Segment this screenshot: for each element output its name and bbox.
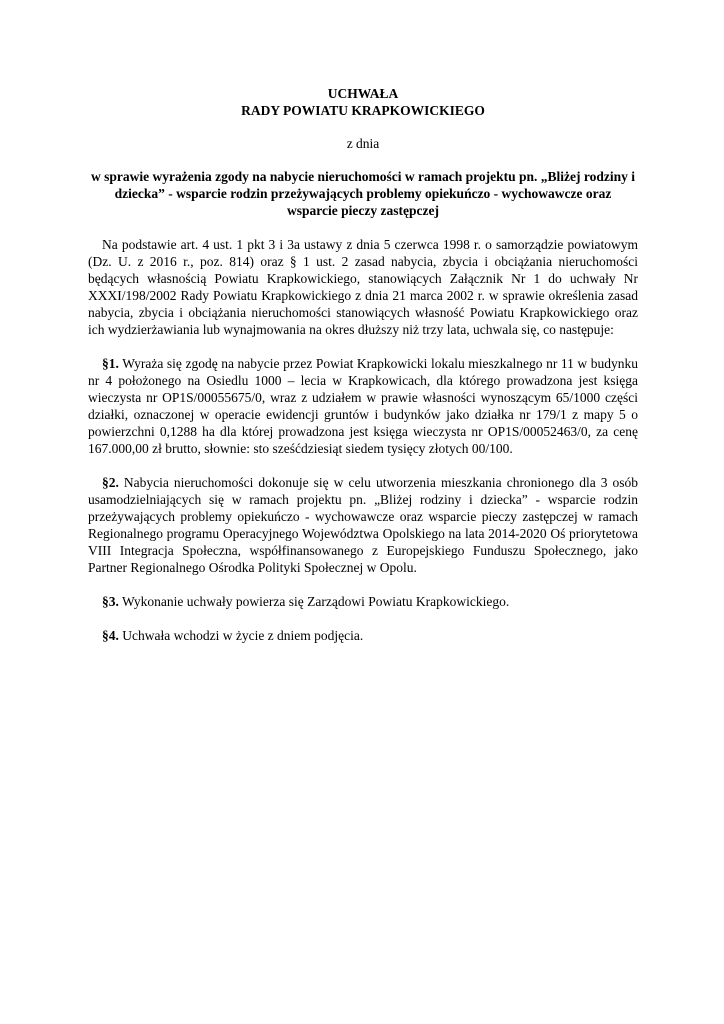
- section-3-text: Wykonanie uchwały powierza się Zarządowi Powiatu Krapkowickiego.: [118, 594, 510, 609]
- section-2: [88, 474, 638, 576]
- document-date: z dnia: [346, 136, 380, 151]
- document-subject: w sprawie wyrażenia zgody na nabycie nieruchomości w ramach projektu pn. „Bliżej rodziny i dziecka” - wsparcie rodzin przeżywających problemy opiekuńczo - wychowawcze oraz wsparcie pieczy zastępczej: [91, 169, 635, 218]
- document-body: [88, 85, 638, 644]
- section-2-text: Nabycia nieruchomości dokonuje się w celu utworzenia mieszkania chronionego dla 3 osób usamodzielniających się w ramach projektu pn. „Bliżej rodziny i dziecka” - wsparcie rodzin przeżywających problemy opiekuńczo - wychowawcze oraz wsparcie pieczy zastępczej w ramach Regionalnego programu Operacyjnego Województwa Opolskiego na lata 2014-2020 Oś priorytetowa VIII Integracja Społeczna, współfinansowanego z Europejskiego Funduszu Społecznego, jako Partner Regionalnego Ośrodka Polityki Społecznej w Opolu.: [88, 475, 638, 575]
- title-line-council: RADY POWIATU KRAPKOWICKIEGO: [241, 103, 485, 118]
- section-1: [88, 355, 638, 457]
- section-1-text: Wyraża się zgodę na nabycie przez Powiat Krapkowicki lokalu mieszkalnego nr 11 w budynku nr 4 położonego na Osiedlu 1000 – lecia w Krapkowicach, dla którego prowadzona jest księga wieczysta nr OP1S/00055675/0, wraz z udziałem w prawie własności wynoszącym 65/1000 części działki, oznaczonej w operacie ewidencji gruntów i budynków jako działka nr 179/1 z mapy 5 o powierzchni 0,1288 ha dla której prowadzona jest księga wieczysta nr OP1S/00052463/0, za cenę 167.000,00 zł brutto, słownie: sto sześćdziesiąt siedem tysięcy złotych 00/100.: [88, 356, 638, 456]
- section-3-mark: §3.: [102, 594, 119, 609]
- section-4: [88, 627, 638, 644]
- section-4-mark: §4.: [102, 628, 119, 643]
- legal-basis-paragraph: Na podstawie art. 4 ust. 1 pkt 3 i 3a ustawy z dnia 5 czerwca 1998 r. o samorządzie powiatowym (Dz. U. z 2016 r., poz. 814) oraz § 1 ust. 2 zasad nabycia, zbycia i obciążania nieruchomości będących własnością Powiatu Krapkowickiego, stanowiących Załącznik Nr 1 do uchwały Nr XXXI/198/2002 Rady Powiatu Krapkowickiego z dnia 21 marca 2002 r. w sprawie określenia zasad nabycia, zbycia i obciążania nieruchomości stanowiących własność Powiatu Krapkowickiego oraz ich wydzierżawiania lub wynajmowania na okres dłuższy niż trzy lata, uchwala się, co następuje:: [88, 237, 638, 337]
- section-4-text: Uchwała wchodzi w życie z dniem podjęcia.: [118, 628, 364, 643]
- document-title: [88, 85, 638, 119]
- section-3: [88, 593, 638, 610]
- title-line-resolution: UCHWAŁA: [327, 86, 399, 101]
- section-1-mark: §1.: [102, 356, 119, 371]
- section-2-mark: §2.: [102, 475, 119, 490]
